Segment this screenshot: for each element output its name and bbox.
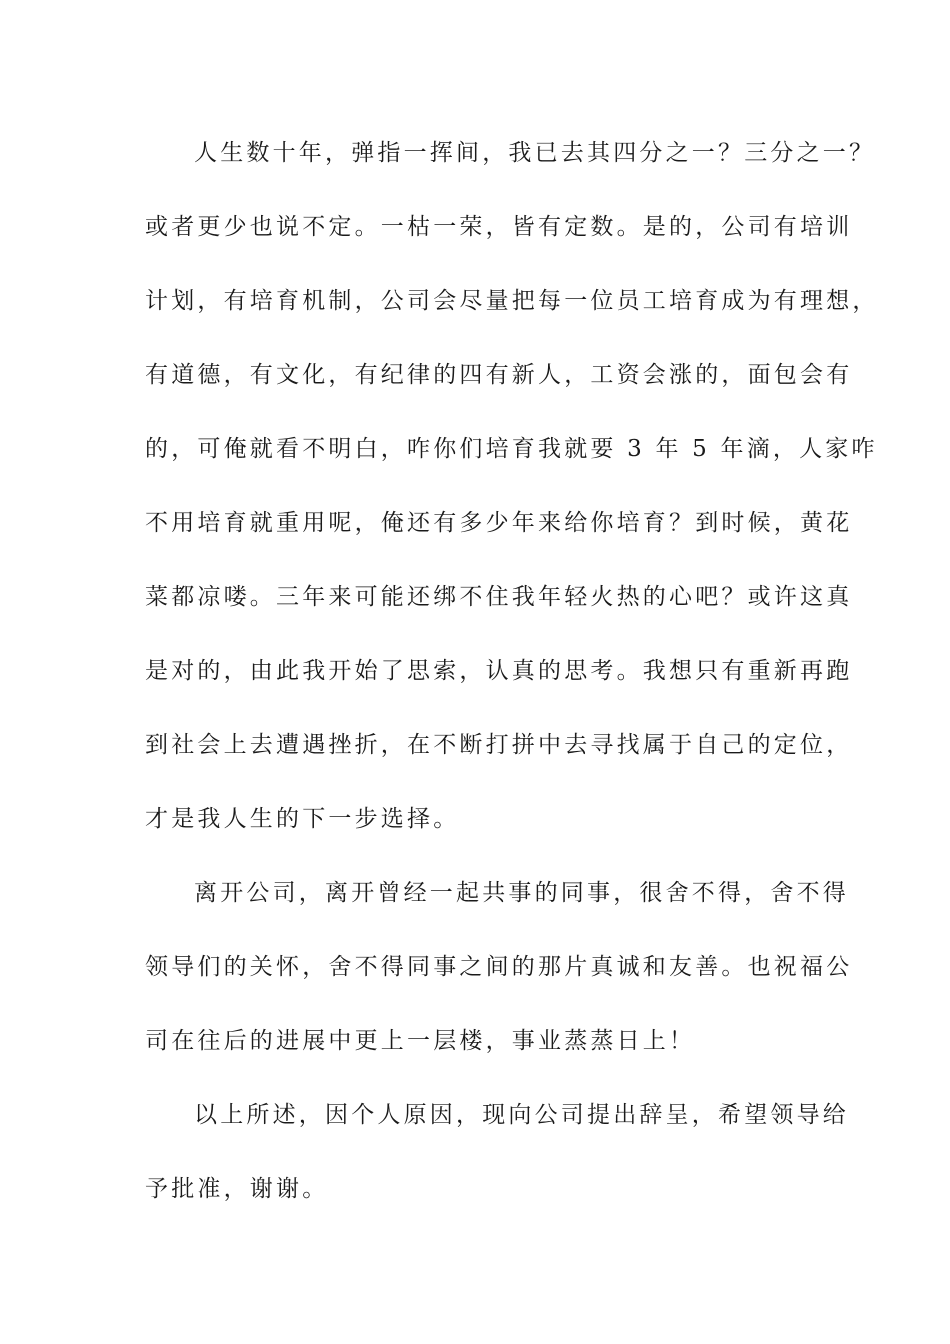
text-line: 是对的，由此我开始了思索，认真的思考。我想只有重新再跑 <box>145 658 853 684</box>
text-line: 或者更少也说不定。一枯一荣，皆有定数。是的，公司有培训 <box>145 214 853 240</box>
paragraph-farewell <box>145 866 853 1088</box>
text-line: 菜都凉喽。三年来可能还绑不住我年轻火热的心吧？或许这真 <box>145 584 853 610</box>
text-line: 司在往后的进展中更上一层楼，事业蒸蒸日上！ <box>145 1028 696 1054</box>
paragraph-request <box>145 1088 849 1236</box>
text-line: 领导们的关怀，舍不得同事之间的那片真诚和友善。也祝福公 <box>145 954 853 980</box>
text-line: 有道德，有文化，有纪律的四有新人，工资会涨的，面包会有 <box>145 362 853 388</box>
document-body <box>145 126 879 1236</box>
text-line: 计划，有培育机制，公司会尽量把每一位员工培育成为有理想， <box>145 288 879 314</box>
text-line: 的，可俺就看不明白，咋你们培育我就要 3 年 5 年滴，人家咋 <box>145 436 878 462</box>
text-line: 离开公司，离开曾经一起共事的同事，很舍不得，舍不得 <box>194 880 849 906</box>
text-line: 人生数十年，弹指一挥间，我已去其四分之一？三分之一？ <box>194 140 876 166</box>
paragraph-reflection <box>145 126 879 866</box>
text-line: 到社会上去遭遇挫折，在不断打拼中去寻找属于自己的定位， <box>145 732 853 758</box>
text-line: 才是我人生的下一步选择。 <box>145 806 460 832</box>
text-line: 予批准，谢谢。 <box>145 1176 329 1202</box>
text-line: 不用培育就重用呢，俺还有多少年来给你培育？到时候，黄花 <box>145 510 853 536</box>
text-line: 以上所述，因个人原因，现向公司提出辞呈，希望领导给 <box>194 1102 849 1128</box>
